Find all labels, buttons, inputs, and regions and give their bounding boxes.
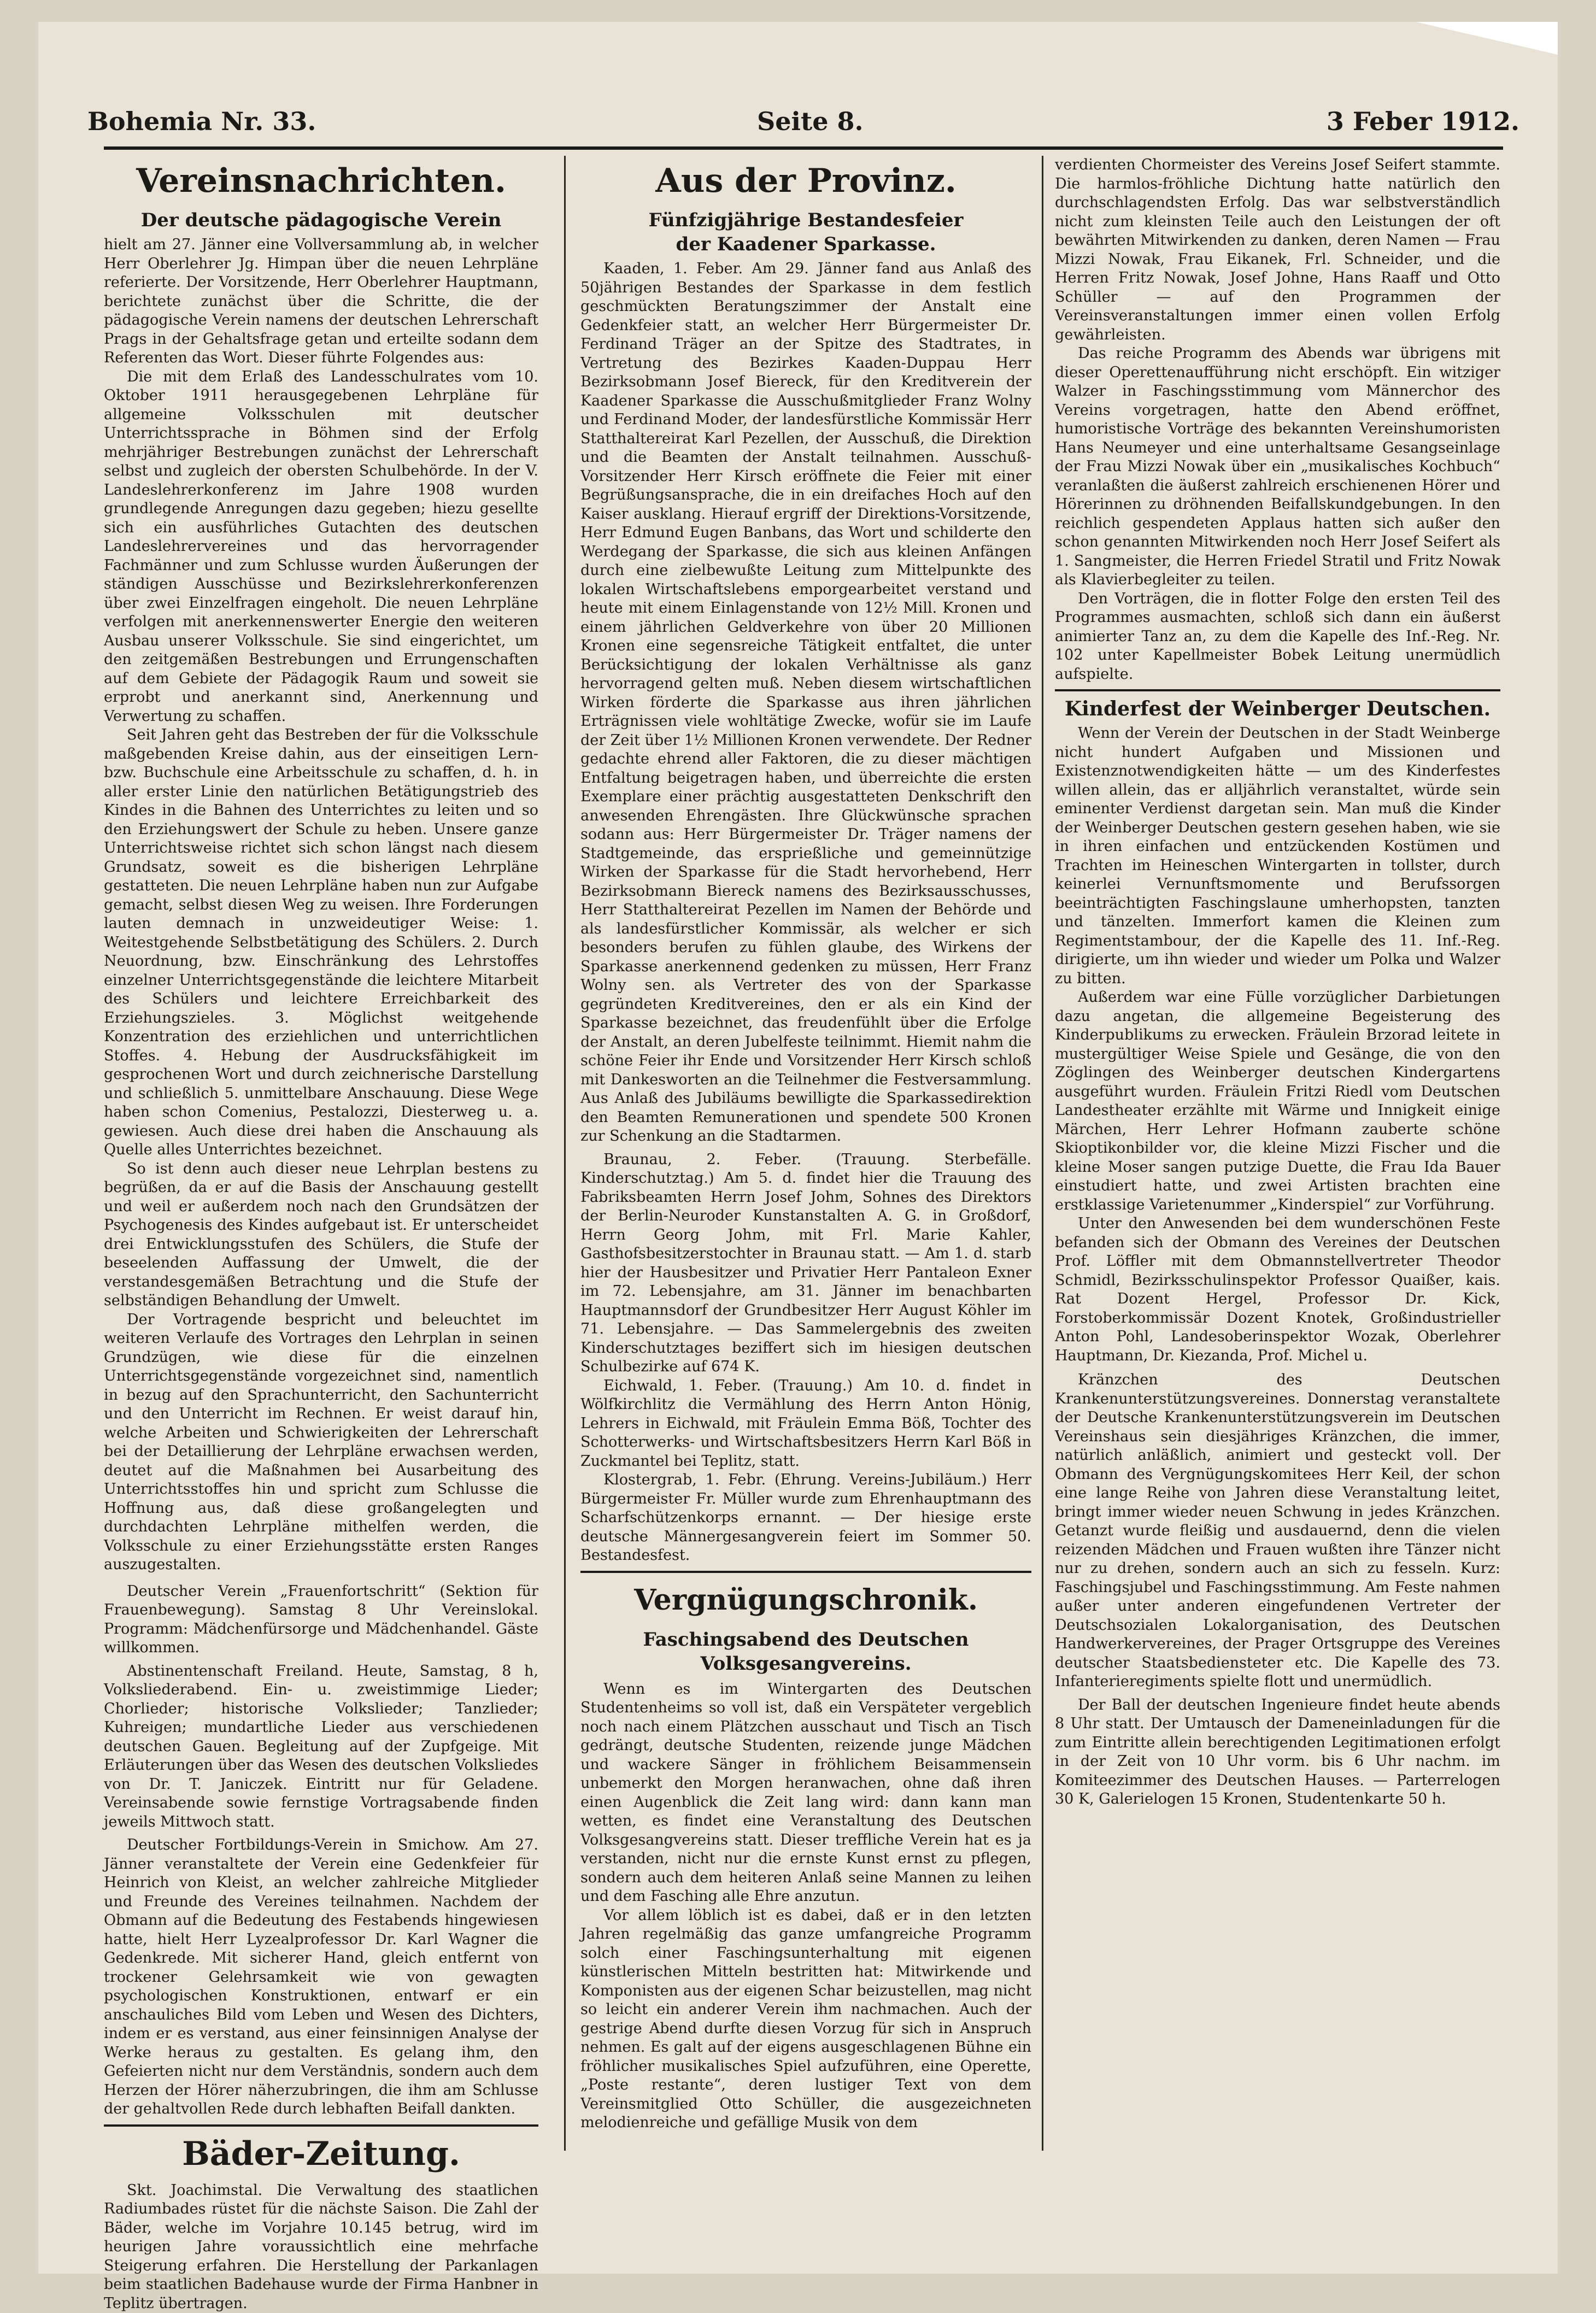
page-number: Seite 8. [757, 107, 864, 136]
article-paragraph: verdienten Chormeister des Vereins Josef Seifert stammte. Die harmlos-fröhliche Dichtung hatte natürlich den durchschlagendsten Erfolg. Das war selbstverständlich nicht zum kleinsten Teile auch den Leistungen der oft bewährten Mitwirkenden zu danken, deren Namen — Frau Mizzi Nowak, Frau Eikanek, Frl. Schneider, und die Herren Fritz Nowak, Josef Johne, Hans Raaff und Otto Schüller — auf den Programmen der Vereinsveranstaltungen immer einen vollen Erfolg gewährleisten. [1055, 156, 1500, 344]
article-paragraph: Das reiche Programm des Abends war übrigens mit dieser Operettenaufführung nicht erschöpft. Ein witziger Walzer in Faschingsstimmung vom Männerchor des Vereins vorgetragen, hatte den Abend eröffnet, humoristische Vorträge des bekannten Vereinshumoristen Hans Neumeyer und eine unterhaltsame Gesangseinlage der Frau Mizzi Nowak über ein „musikalisches Kochbuch“ veranlaßten die äußerst zahlreich erschienenen Hörer und Hörerinnen zu dröhnenden Beifallskundgebungen. In den reichlich gespendeten Applaus hatten sich außer den schon genannten Mitwirkenden noch Herr Josef Seifert als 1. Sangmeister, die Herren Friedel Stratil und Fritz Nowak als Klavierbegleiter zu teilen. [1055, 344, 1500, 590]
article-paragraph: Der Vortragende bespricht und beleuchtet im weiteren Verlaufe des Vortrages den Lehrplan in seinen Grundzügen, wie diese für die einzelnen Unterrichtsgegenstände vorgezeichnet sind, namentlich in bezug auf den Sprachunterricht, den Sachunterricht und den Unterricht im Rechnen. Er weist darauf hin, welche Arbeiten und Schwierigkeiten der Lehrerschaft bei der Detaillierung der Lehrpläne erwachsen werden, deutet auf die Maßnahmen bei Ausarbeitung des Unterrichtsstoffes hin und spricht zum Schlusse die Hoffnung aus, daß diese großangelegten und durchdachten Lehrpläne mithelfen werden, die Volksschule zu einer Erziehungsstätte ersten Ranges auszugestalten. [104, 1311, 538, 1575]
article-paragraph: Unter den Anwesenden bei dem wunderschönen Feste befanden sich der Obmann des Vereines der Deutschen Prof. Löffler mit dem Obmannstellvertreter Theodor Schmidl, Bezirksschulinspektor Professor Quaißer, kais. Rat Dozent Hergel, Professor Dr. Kick, Forstoberkommissär Dozent Knotek, Großindustrieller Anton Pohl, Landesoberinspektor Wozak, Oberlehrer Hauptmann, Dr. Kiezanda, Prof. Michel u. [1055, 1214, 1500, 1365]
section-heading: Aus der Provinz. [580, 159, 1031, 203]
article-paragraph: Außerdem war eine Fülle vorzüglicher Darbietungen dazu angetan, die allgemeine Begeisterung des Kinderpublikums zu erwecken. Fräulein Brzorad leitete in mustergültiger Weise Spiele und Gesänge, die von den Zöglingen des Weinberger deutschen Kindergartens ausgeführt wurden. Fräulein Fritzi Riedl vom Deutschen Landestheater erzählte mit Wärme und Innigkeit einige Märchen, Herr Lehrer Hofmann zauberte schöne Skioptikonbilder vor, die kleine Mizzi Fischer und die kleine Moser sangen putzige Duette, die Frau Ida Bauer einstudiert hatte, und zwei Artisten brachten eine erstklassige Varietenummer „Kinderspiel“ zur Vorführung. [1055, 988, 1500, 1214]
notice-paragraph: Der Ball der deutschen Ingenieure findet heute abends 8 Uhr statt. Der Umtausch der Dameneinladungen für die zum Eintritte allein berechtigenden Legitimationen erfolgt in der Zeit von 10 Uhr vorm. bis 6 Uhr nachm. im Komiteezimmer des Deutschen Hauses. — Parterrelogen 30 K, Galerielogen 15 Kronen, Studentenkarte 50 h. [1055, 1696, 1500, 1809]
notice-paragraph: Deutscher Fortbildungs-Verein in Smichow. Am 27. Jänner veranstaltete der Verein eine Gedenkfeier für Heinrich von Kleist, an welcher zahlreiche Mitglieder und Freunde des Vereines teilnahmen. Nachdem der Obmann auf die Bedeutung des Festabends hingewiesen hatte, hielt Herr Lyzealprofessor Dr. Karl Wagner die Gedenkrede. Mit sicherer Hand, gleich entfernt von trockener Gelehrsamkeit wie von gewagten psychologischen Konstruktionen, entwarf er ein anschauliches Bild vom Leben und Wesen des Dichters, indem er es verstand, aus einer feinsinnigen Analyse der Werke heraus zu gestalten. Es gelang ihm, den Gefeierten nicht nur dem Verständnis, sondern auch dem Herzen der Hörer näherzubringen, die ihm am Schlusse der gehaltvollen Rede durch lebhaften Beifall dankten. [104, 1836, 538, 2119]
notice-paragraph: Deutscher Verein „Frauenfortschritt“ (Sektion für Frauenbewegung). Samstag 8 Uhr Vereinslokal. Programm: Mädchenfürsorge und Mädchenhandel. Gäste willkommen. [104, 1582, 538, 1658]
column-1 [104, 156, 538, 2194]
article-title: Faschingsabend des Deutschen Volksgesangvereins. [580, 1628, 1031, 1676]
article-title: Kinderfest der Weinberger Deutschen. [1055, 697, 1500, 721]
article-paragraph: hielt am 27. Jänner eine Vollversammlung ab, in welcher Herr Oberlehrer Jg. Himpan über die neuen Lehrpläne referierte. Der Vorsitzende, Herr Oberlehrer Hauptmann, berichtete zunächst über die Schritte, die der pädagogische Verein namens der deutschen Lehrerschaft Prags in der Gehaltsfrage getan und erteilte sodann dem Referenten das Wort. Dieser führte Folgendes aus: [104, 236, 538, 368]
section-heading: Bäder-Zeitung. [104, 2132, 538, 2176]
issue-label: Bohemia Nr. 33. [87, 107, 316, 136]
article-paragraph: Seit Jahren geht das Bestreben der für die Volksschule maßgebenden Kreise dahin, aus der einseitigen Lern- bzw. Buchschule eine Arbeitsschule zu schaffen, d. h. in aller erster Linie den natürlichen Betätigungstrieb des Kindes in die Bahnen des Unterrichtes zu leiten und so den Erziehungswert der Schule zu heben. Unsere ganze Unterrichtsweise richtet sich schon längst nach diesem Grundsatz, soweit es die bisherigen Lehrpläne gestatteten. Die neuen Lehrpläne haben nun zur Aufgabe gemacht, selbst diesen Weg zu weisen. Ihre Forderungen lauten demnach in unzweideutiger Weise: 1. Weitestgehende Selbstbetätigung des Schülers. 2. Durch Neuordnung, bzw. Einschränkung des Lehrstoffes einzelner Unterrichtsgegenstände die leichtere Mitarbeit des Schülers und leichtere Erreichbarkeit des Erziehungszieles. 3. Möglichst weitgehende Konzentration des erziehlichen und unterrichtlichen Stoffes. 4. Hebung der Ausdrucksfähigkeit im gesprochenen Wort und durch zeichnerische Darstellung und schließlich 5. unmittelbare Anschauung. Diese Wege haben schon Comenius, Pestalozzi, Diesterweg u. a. gewiesen. Auch diese drei haben die Anschauung als Quelle alles Unterrichtes bezeichnet. [104, 726, 538, 1160]
article-paragraph: Kaaden, 1. Feber. Am 29. Jänner fand aus Anlaß des 50jährigen Bestandes der Sparkasse in dem festlich geschmückten Beratungszimmer der Anstalt eine Gedenkfeier statt, an welcher Herr Bürgermeister Dr. Ferdinand Träger an der Spitze des Stadtrates, in Vertretung des Bezirkes Kaaden-Duppau Herr Bezirksobmann Josef Biereck, für den Kreditverein der Kaadener Sparkasse die Ausschußmitglieder Franz Wolny und Ferdinand Moder, der landesfürstliche Kommissär Herr Statthaltereirat Karl Pezellen, der Ausschuß, die Direktion und die Beamten der Anstalt teilnahmen. Ausschuß-Vorsitzender Herr Kirsch eröffnete die Feier mit einer Begrüßungsansprache, die in ein dreifaches Hoch auf den Kaiser ausklang. Hierauf ergriff der Direktions-Vorsitzende, Herr Edmund Eugen Banbans, das Wort und schilderte den Werdegang der Sparkasse, die sich aus kleinen Anfängen durch eine zielbewußte Leitung zum Mittelpunkte des lokalen Wirtschaftslebens emporgearbeitet verstand und heute mit einem Einlagenstande von 12½ Mill. Kronen und einem jährlichen Geldverkehre von über 20 Millionen Kronen eine segensreiche Tätigkeit entfaltet, die unter Berücksichtigung der lokalen Verhältnisse als ganz hervorragend gelten muß. Neben diesem wirtschaftlichen Wirken förderte die Sparkasse aus ihren jährlichen Erträgnissen viele wohltätige Zwecke, wofür sie im Laufe der Zeit über 1½ Millionen Kronen verwendete. Der Redner gedachte ehrend aller Faktoren, die zu dieser mächtigen Entfaltung beigetragen haben, und überreichte die ersten Exemplare einer prächtig ausgestatteten Denkschrift den anwesenden Ehrengästen. Ihre Glückwünsche sprachen sodann aus: Herr Bürgermeister Dr. Träger namens der Stadtgemeinde, das ersprießliche und gemeinnützige Wirken der Sparkasse für die Stadt hervorhebend, Herr Bezirksobmann Biereck namens des Bezirksausschusses, Herr Statthaltereirat Pezellen im Namen der Behörde und als landesfürstlicher Kommissär, als welcher er sich besonders berufen zu fühlen glaube, des Wirkens der Sparkasse anerkennend gedenken zu müssen, Herr Franz Wolny sen. als Vertreter des von der Sparkasse gegründeten Kreditvereines, den er als ein Kind der Sparkasse bezeichnet, das freudenfühlt über die Erfolge der Anstalt, an deren Jubelfeste teilnimmt. Hiemit nahm die schöne Feier ihr Ende und Vorsitzender Herr Kirsch schloß mit Dankesworten an die Teilnehmer die Festversammlung. Aus Anlaß des Jubiläums bewilligte die Sparkassedirektion den Beamten Remunerationen und spendete 500 Kronen zur Schenkung an die Stadtarmen. [580, 260, 1031, 1146]
section-rule [104, 2124, 538, 2127]
article-title: Der deutsche pädagogische Verein [104, 208, 538, 232]
column-2 [580, 156, 1031, 2194]
section-rule [1055, 689, 1500, 691]
article-paragraph: Den Vorträgen, die in flotter Folge den ersten Teil des Programmes ausmachten, schloß sich dann ein äußerst animierter Tanz an, zu dem die Kapelle des Inf.-Reg. Nr. 102 unter Kapellmeister Bobek Leitung unermüdlich aufspielte. [1055, 590, 1500, 684]
article-paragraph: Die mit dem Erlaß des Landesschulrates vom 10. Oktober 1911 herausgegebenen Lehrpläne für allgemeine Volksschulen mit deutscher Unterrichtssprache in Böhmen sind der Erfolg mehrjähriger Bestrebungen zunächst der Lehrerschaft selbst und zugleich der obersten Schulbehörde. In der V. Landeslehrerkonferenz im Jahre 1908 wurden grundlegende Anregungen dazu gegeben; hiezu gesellte sich ein ausführliches Gutachten des deutschen Landeslehrervereines und das hervorragender Fachmänner und zum Schlusse wurden Äußerungen der ständigen Ausschüsse und Bezirkslehrerkonferenzen über zwei Einzelfragen eingeholt. Die neuen Lehrpläne verfolgen mit anerkennenswerter Energie den weiteren Ausbau unserer Volksschule. Sie sind eingerichtet, um den zeitgemäßen Bestrebungen und Errungenschaften auf dem Gebiete der Pädagogik Raum und soweit sie erprobt und anerkannt sind, Anerkennung und Verwertung zu schaffen. [104, 368, 538, 726]
section-heading: Vergnügungschronik. [580, 1578, 1031, 1622]
page-header [87, 107, 1519, 145]
page-corner [1416, 22, 1558, 55]
article-paragraph: Wenn der Verein der Deutschen in der Stadt Weinberge nicht hundert Aufgaben und Missionen und Existenznotwendigkeiten hätte — um des Kinderfestes willen allein, das er alljährlich veranstaltet, würde sein eminenter Verdienst dargetan sein. Man muß die Kinder der Weinberger Deutschen gestern gesehen haben, wie sie in ihren einfachen und entzückenden Kostümen und Trachten im Heineschen Wintergarten in tollster, durch keinerlei Vernunftsmomente und Berufssorgen beeinträchtigten Faschingslaune umherhopsten, tanzten und tänzelten. Immerfort kamen die Kleinen zum Regimentstambour, der die Kapelle des 11. Inf.-Reg. dirigierte, um ihn wieder und wieder um Polka und Walzer zu bitten. [1055, 724, 1500, 988]
column-3 [1055, 156, 1500, 2194]
section-rule [580, 1571, 1031, 1573]
article-paragraph: Skt. Joachimstal. Die Verwaltung des staatlichen Radiumbades rüstet für die nächste Saison. Die Zahl der Bäder, welche im Vorjahre 10.145 betrug, wird im heurigen Jahre voraussichtlich eine mehrfache Steigerung erfahren. Die Herstellung der Parkanlagen beim staatlichen Badehause wurde der Firma Hanbner in Teplitz übertragen. [104, 2181, 538, 2313]
notice-paragraph: Kränzchen des Deutschen Krankenunterstützungsvereines. Donnerstag veranstaltete der Deutsche Krankenunterstützungsverein im Deutschen Vereinshaus sein diesjähriges Kränzchen, die immer, natürlich anläßlich, animiert und gesteckt voll. Der Obmann des Vergnügungskomitees Herr Keil, der schon eine lange Reihe von Jahren diese Veranstaltung leitet, bringt immer wieder neuen Schwung in jedes Kränzchen. Getanzt wurde fleißig und ausdauernd, denn die vielen reizenden Mädchen und Frauen wußten ihre Tänzer nicht nur zu drehen, sondern auch an sich zu fesseln. Kurz: Faschingsjubel und Faschingsstimmung. Am Feste nahmen außer unter anderen eingefundenen Vertreter der Deutschsozialen Lokalorganisation, des Deutschen Handwerkervereines, der Prager Ortsgruppe des Vereines deutscher Staatsbediensteter etc. Die Kapelle des 73. Infanterieregiments spielte flott und unermüdlich. [1055, 1371, 1500, 1692]
article-paragraph: Vor allem löblich ist es dabei, daß er in den letzten Jahren regelmäßig das ganze umfangreiche Programm solch einer Faschingsunterhaltung mit eigenen künstlerischen Mitteln bestritten hat: Mitwirkende und Komponisten aus der eigenen Schar beizustellen, mag nicht so leicht ein anderer Verein ihm nachmachen. Auch der gestrige Abend durfte diesen Vorzug für sich in Anspruch nehmen. Es galt auf der eigens ausgeschlagenen Bühne ein fröhlicher musikalisches Spiel aufzuführen, eine Operette, „Poste restante“, deren lustiger Text von dem Vereinsmitglied Otto Schüller, die ausgezeichneten melodienreiche und gefällige Musik von dem [580, 1906, 1031, 2133]
article-paragraph: Braunau, 2. Feber. (Trauung. Sterbefälle. Kinderschutztag.) Am 5. d. findet hier die Trauung des Fabriksbeamten Herrn Josef Johm, Sohnes des Direktors der Berlin-Neuroder Kunstanstalten A. G. in Großdorf, Herrn Georg Johm, mit Frl. Marie Kahler, Gasthofsbesitzerstochter in Braunau statt. — Am 1. d. starb hier der Hausbesitzer und Privatier Herr Pantaleon Exner im 72. Lebensjahre, am 31. Jänner im benachbarten Hauptmannsdorf der Grundbesitzer Herr August Köhler im 71. Lebensjahre. — Das Sammelergebnis des zweiten Kinderschutztages beziffert sich im hiesigen deutschen Schulbezirke auf 674 K. [580, 1150, 1031, 1377]
article-subtitle: der Kaadener Sparkasse. [580, 232, 1031, 256]
article-paragraph: So ist denn auch dieser neue Lehrplan bestens zu begrüßen, da er auf die Basis der Anschauung gestellt und weil er außerdem noch nach den Grundsätzen der Psychogenesis des Kindes aufgebaut ist. Er unterscheidet drei Entwicklungsstufen des Schülers, die Stufe der beseelenden Auffassung der Umwelt, die der verstandesgemäßen Betrachtung und die Stufe der selbständigen Behandlung der Umwelt. [104, 1160, 538, 1311]
article-paragraph: Eichwald, 1. Feber. (Trauung.) Am 10. d. findet in Wölfkirchlitz die Vermählung des Herrn Anton Hönig, Lehrers in Eichwald, mit Fräulein Emma Böß, Tochter des Schotterwerks- und Wirtschaftsbesitzers Herrn Karl Böß in Zuckmantel bei Teplitz, statt. [580, 1377, 1031, 1471]
column-divider [1042, 156, 1043, 2151]
article-paragraph: Klostergrab, 1. Febr. (Ehrung. Vereins-Jubiläum.) Herr Bürgermeister Fr. Müller wurde zum Ehrenhauptmann des Scharfschützenkorps ernannt. — Der hiesige erste deutsche Männergesangverein feiert im Sommer 50. Bestandesfest. [580, 1471, 1031, 1565]
article-title: Fünfzigjährige Bestandesfeier [580, 208, 1031, 232]
section-heading: Vereinsnachrichten. [104, 159, 538, 203]
article-paragraph: Wenn es im Wintergarten des Deutschen Studentenheims so voll ist, daß ein Verspäteter vergeblich noch nach einem Plätzchen ausschaut und Tisch an Tisch gedrängt, deutsche Studenten, reizende junge Mädchen und wackere Sänger in fröhlichem Beisammensein unbemerkt den Morgen heranwachen, ohne daß ihren einen Augenblick die Zeit lang wird: dann kann man wetten, es findet eine Veranstaltung des Deutschen Volksgesangvereins statt. Dieser treffliche Verein hat es ja verstanden, nicht nur die ernste Kunst ernst zu pflegen, sondern auch dem heiteren Anlaß seine Mannen zu leihen und dem Fasching alle Ehre anzutun. [580, 1680, 1031, 1906]
notice-paragraph: Abstinentenschaft Freiland. Heute, Samstag, 8 h, Volksliederabend. Ein- u. zweistimmige Lieder; Chorlieder; historische Volkslieder; Tanzlieder; Kuhreigen; mundartliche Lieder aus verschiedenen deutschen Gauen. Begleitung auf der Zupfgeige. Mit Erläuterungen über das Wesen des deutschen Volksliedes von Dr. T. Janiczek. Eintritt nur für Geladene. Vereinsabende sowie fernstige Vortragsabende finden jeweils Mittwoch statt. [104, 1662, 538, 1832]
column-divider [564, 156, 566, 2151]
issue-date: 3 Feber 1912. [1327, 107, 1519, 136]
header-rule [104, 146, 1503, 150]
